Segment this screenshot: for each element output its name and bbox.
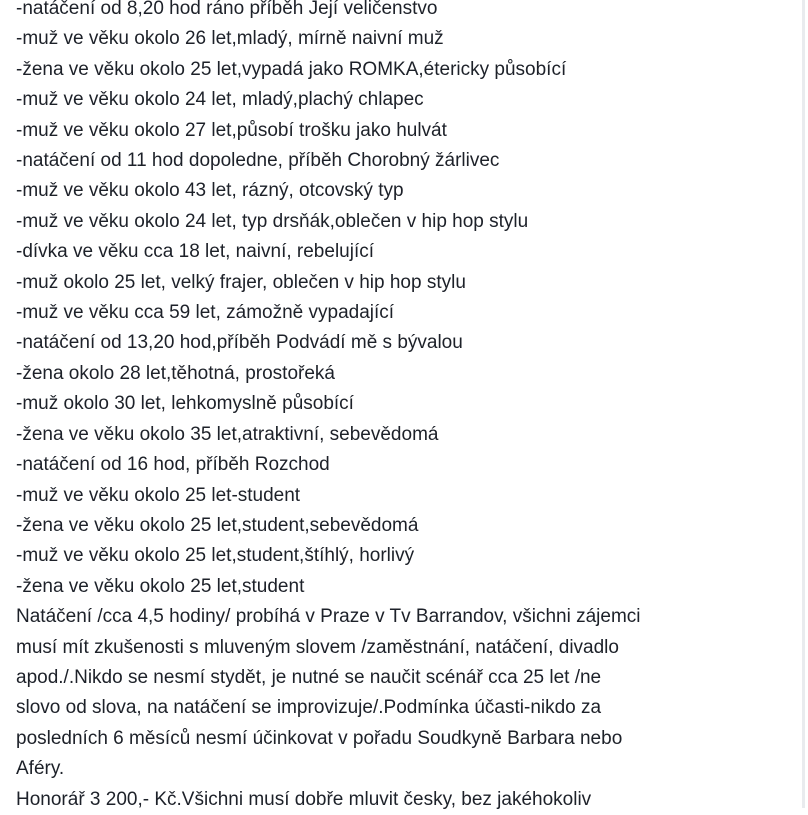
post-line: -natáčení od 8,20 hod ráno příběh Její veličenstvo [16, 0, 438, 19]
paragraph-line: Honorář 3 200,- Kč.Všichni musí dobře mluvit česky, bez jakéhokoliv [16, 788, 592, 810]
post-line: -žena okolo 28 let,těhotná, prostořeká [16, 362, 335, 384]
post-line: -muž ve věku okolo 43 let, rázný, otcovský typ [16, 180, 404, 202]
post-line: -muž okolo 30 let, lehkomyslně působící [16, 393, 354, 415]
scroll-divider [802, 0, 805, 808]
post-line: -muž ve věku cca 59 let, zámožně vypadající [16, 302, 395, 324]
post-paragraph [16, 602, 800, 815]
post-line: -dívka ve věku cca 18 let, naivní, rebelující [16, 241, 375, 263]
post-line: -žena ve věku okolo 25 let,student,sebevědomá [16, 514, 419, 536]
post-line: -natáčení od 11 hod dopoledne, příběh Chorobný žárlivec [16, 150, 500, 172]
post-line: -žena ve věku okolo 35 let,atraktivní, sebevědomá [16, 423, 439, 445]
post-line: -natáčení od 13,20 hod,příběh Podvádí mě s bývalou [16, 332, 463, 354]
post-line: -muž ve věku okolo 24 let, mladý,plachý chlapec [16, 89, 424, 111]
paragraph-line: posledních 6 měsíců nesmí účinkovat v pořadu Soudkyně Barbara nebo [16, 727, 623, 749]
post-line: -žena ve věku okolo 25 let,vypadá jako ROMKA,étericky působící [16, 58, 567, 80]
post-line: -muž ve věku okolo 25 let-student [16, 484, 301, 506]
post-line: -muž ve věku okolo 25 let,student,štíhlý, horlivý [16, 545, 415, 567]
post-line: -muž ve věku okolo 26 let,mladý, mírně naivní muž [16, 28, 444, 50]
post-line: -žena ve věku okolo 25 let,student [16, 575, 305, 597]
post-line: -muž okolo 25 let, velký frajer, oblečen v hip hop stylu [16, 271, 466, 293]
post-line: -muž ve věku okolo 24 let, typ drsňák,oblečen v hip hop stylu [16, 210, 529, 232]
paragraph-line: apod./.Nikdo se nesmí stydět, je nutné se naučit scénář cca 25 let /ne [16, 666, 602, 688]
paragraph-line: musí mít zkušenosti s mluveným slovem /zaměstnání, natáčení, divadlo [16, 636, 619, 658]
paragraph-line: Natáčení /cca 4,5 hodiny/ probíhá v Praze v Tv Barrandov, všichni zájemci [16, 606, 641, 628]
post-line: -natáčení od 16 hod, příběh Rozchod [16, 454, 330, 476]
post-line: -muž ve věku okolo 27 let,působí trošku jako hulvát [16, 119, 447, 141]
paragraph-line: Aféry. [16, 758, 65, 780]
paragraph-line: slovo od slova, na natáčení se improvizuje/.Podmínka účasti-nikdo za [16, 697, 602, 719]
